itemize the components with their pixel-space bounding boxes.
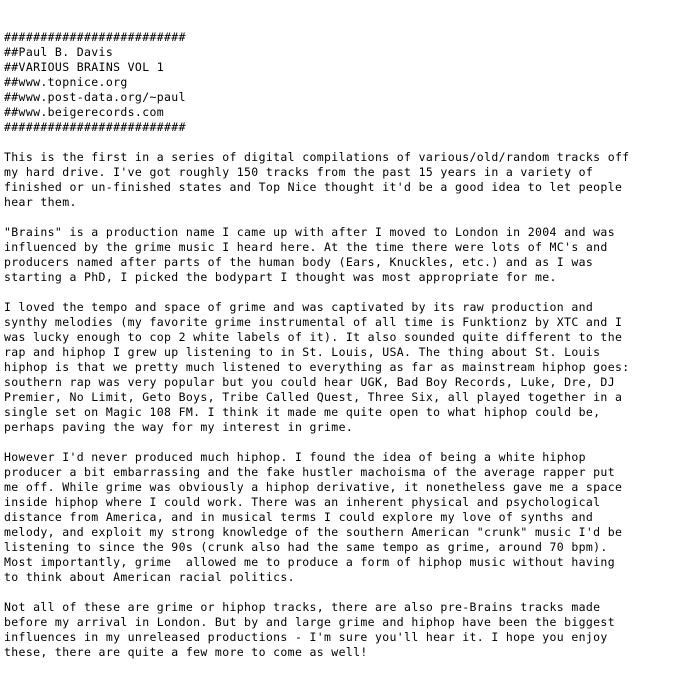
paragraph-line: However I'd never produced much hiphop. I found the idea of being a white hiphop bbox=[4, 450, 586, 464]
paragraph-line: This is the first in a series of digital compilations of various/old/random tracks off bbox=[4, 150, 630, 164]
paragraph bbox=[4, 150, 698, 210]
paragraph-line: starting a PhD, I picked the bodypart I thought was most appropriate for me. bbox=[4, 270, 557, 284]
header-line: ######################### bbox=[4, 30, 186, 44]
header-line: ##VARIOUS BRAINS VOL 1 bbox=[4, 60, 165, 74]
paragraph-line: perhaps paving the way for my interest in grime. bbox=[4, 420, 354, 434]
paragraph-line: melody, and exploit my strong knowledge of the southern American "crunk" music I'd be bbox=[4, 525, 623, 539]
paragraph bbox=[4, 600, 698, 660]
body-block bbox=[4, 150, 698, 660]
paragraph bbox=[4, 450, 698, 585]
paragraph-line: before my arrival in London. But by and large grime and hiphop have been the biggest bbox=[4, 615, 615, 629]
paragraph-line: producers named after parts of the human body (Ears, Knuckles, etc.) and as I was bbox=[4, 255, 594, 269]
paragraph-line: hiphop is that we pretty much listened to everything as far as mainstream hiphop goes: bbox=[4, 360, 630, 374]
paragraph-line: finished or un-finished states and Top Nice thought it'd be a good idea to let people bbox=[4, 180, 623, 194]
paragraph-line: influences in my unreleased productions - I'm sure you'll hear it. I hope you enjoy bbox=[4, 630, 608, 644]
paragraph-line: to think about American racial politics. bbox=[4, 570, 295, 584]
paragraph bbox=[4, 300, 698, 435]
paragraph-line: synthy melodies (my favorite grime instrumental of all time is Funktionz by XTC and I bbox=[4, 315, 623, 329]
paragraph-line: Most importantly, grime allowed me to produce a form of hiphop music without having bbox=[4, 555, 615, 569]
paragraph-line: my hard drive. I've got roughly 150 tracks from the past 15 years in a variety of bbox=[4, 165, 594, 179]
header-line: ##www.topnice.org bbox=[4, 75, 128, 89]
text-document bbox=[4, 30, 698, 660]
paragraph-line: inside hiphop where I could work. There was an inherent physical and psychological bbox=[4, 495, 601, 509]
header-line: ##www.beigerecords.com bbox=[4, 105, 165, 119]
paragraph-line: influenced by the grime music I heard here. At the time there were lots of MC's and bbox=[4, 240, 608, 254]
header-line: ######################### bbox=[4, 120, 186, 134]
paragraph bbox=[4, 225, 698, 285]
paragraph-line: was lucky enough to cop 2 white labels of it). It also sounded quite different to the bbox=[4, 330, 623, 344]
paragraph-line: producer a bit embarrassing and the fake hustler machoisma of the average rapper put bbox=[4, 465, 615, 479]
paragraph-line: these, there are quite a few more to come as well! bbox=[4, 645, 368, 659]
paragraph-line: me off. While grime was obviously a hiphop derivative, it nonetheless gave me a space bbox=[4, 480, 623, 494]
paragraph-line: hear them. bbox=[4, 195, 77, 209]
paragraph-line: distance from America, and in musical terms I could explore my love of synths and bbox=[4, 510, 594, 524]
paragraph-line: rap and hiphop I grew up listening to in St. Louis, USA. The thing about St. Louis bbox=[4, 345, 601, 359]
paragraph-line: I loved the tempo and space of grime and was captivated by its raw production and bbox=[4, 300, 594, 314]
header-line: ##www.post-data.org/~paul bbox=[4, 90, 186, 104]
paragraph-line: Premier, No Limit, Geto Boys, Tribe Called Quest, Three Six, all played together in a bbox=[4, 390, 623, 404]
paragraph-line: Not all of these are grime or hiphop tracks, there are also pre-Brains tracks made bbox=[4, 600, 601, 614]
header-block bbox=[4, 30, 698, 135]
header-line: ##Paul B. Davis bbox=[4, 45, 114, 59]
paragraph-line: single set on Magic 108 FM. I think it made me quite open to what hiphop could be, bbox=[4, 405, 601, 419]
paragraph-line: listening to since the 90s (crunk also had the same tempo as grime, around 70 bpm). bbox=[4, 540, 608, 554]
paragraph-line: southern rap was very popular but you could hear UGK, Bad Boy Records, Luke, Dre, DJ bbox=[4, 375, 615, 389]
paragraph-line: "Brains" is a production name I came up with after I moved to London in 2004 and was bbox=[4, 225, 615, 239]
